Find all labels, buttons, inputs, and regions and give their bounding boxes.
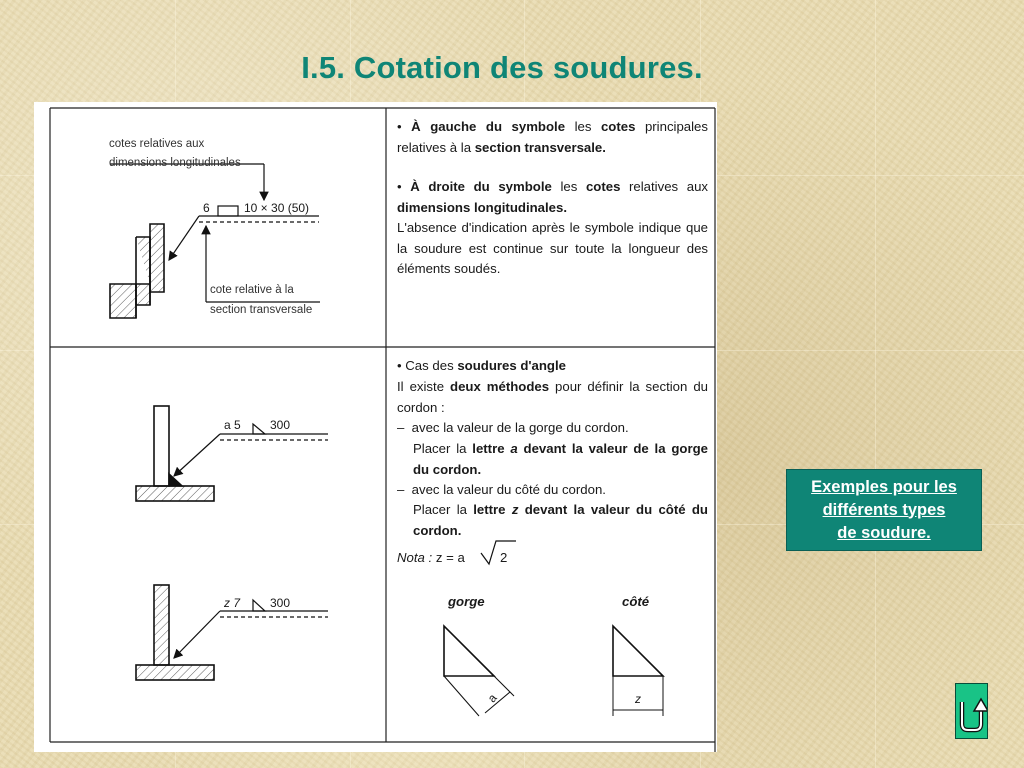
fig2-left: a 5: [224, 418, 241, 432]
fig2-right: 300: [270, 418, 291, 432]
fig1-label-bottom: cote relative à la section transversale: [210, 284, 313, 316]
fig1-label-top: cotes relatives aux dimensions longitudinales: [109, 138, 241, 169]
return-button[interactable]: [955, 683, 988, 739]
cote-z-label: z: [635, 692, 641, 706]
gorge-label: gorge: [448, 594, 485, 609]
examples-link[interactable]: Exemples pour les différents types de soudure.: [811, 477, 957, 542]
figure3-tjoint: [136, 585, 214, 680]
method-2-detail: Placer la lettre z devant la valeur du côté du cordon.: [413, 502, 708, 538]
figure2-reference: [174, 424, 328, 476]
text-block-3: L'absence d'indication après le symbole indique que la soudure est continue sur toute la longueur des éléments soudés.: [397, 220, 708, 276]
nota-sqrt-value: 2: [500, 550, 508, 565]
fig1-dim-left: 6: [203, 201, 210, 215]
text-block-2: • À droite du symbole les cotes relatives aux dimensions longitudinales.: [397, 179, 709, 215]
method-1-detail: Placer la lettre a devant la valeur de la gorge du cordon.: [413, 441, 708, 477]
text-block-4: • Cas des soudures d'angle: [397, 358, 566, 373]
fig1-dim-right: 10 × 30 (50): [244, 201, 310, 215]
figure2-tjoint: [136, 406, 214, 501]
return-arrow-icon: [956, 684, 987, 738]
text-block-5: Il existe deux méthodes pour définir la section du cordon :: [397, 379, 708, 415]
method-2: – avec la valeur du côté du cordon.: [397, 482, 606, 497]
fig3-right: 300: [270, 596, 291, 610]
sqrt-symbol: [481, 541, 516, 564]
welding-table: [34, 102, 717, 752]
gorge-triangle: [444, 626, 514, 716]
fig3-left: z 7: [224, 596, 241, 610]
method-1: – avec la valeur de la gorge du cordon.: [397, 420, 629, 435]
figure3-reference: [174, 600, 328, 658]
examples-link-box[interactable]: [786, 469, 982, 551]
cote-label: côté: [622, 594, 650, 609]
nota: Nota : z = a: [397, 550, 465, 565]
figure1-plates: [110, 224, 164, 318]
gorge-a-label: a: [484, 691, 500, 706]
page-title: I.5. Cotation des soudures.: [301, 50, 703, 85]
text-block-1: • À gauche du symbole les cotes principales relatives à la section transversale.: [397, 119, 708, 155]
